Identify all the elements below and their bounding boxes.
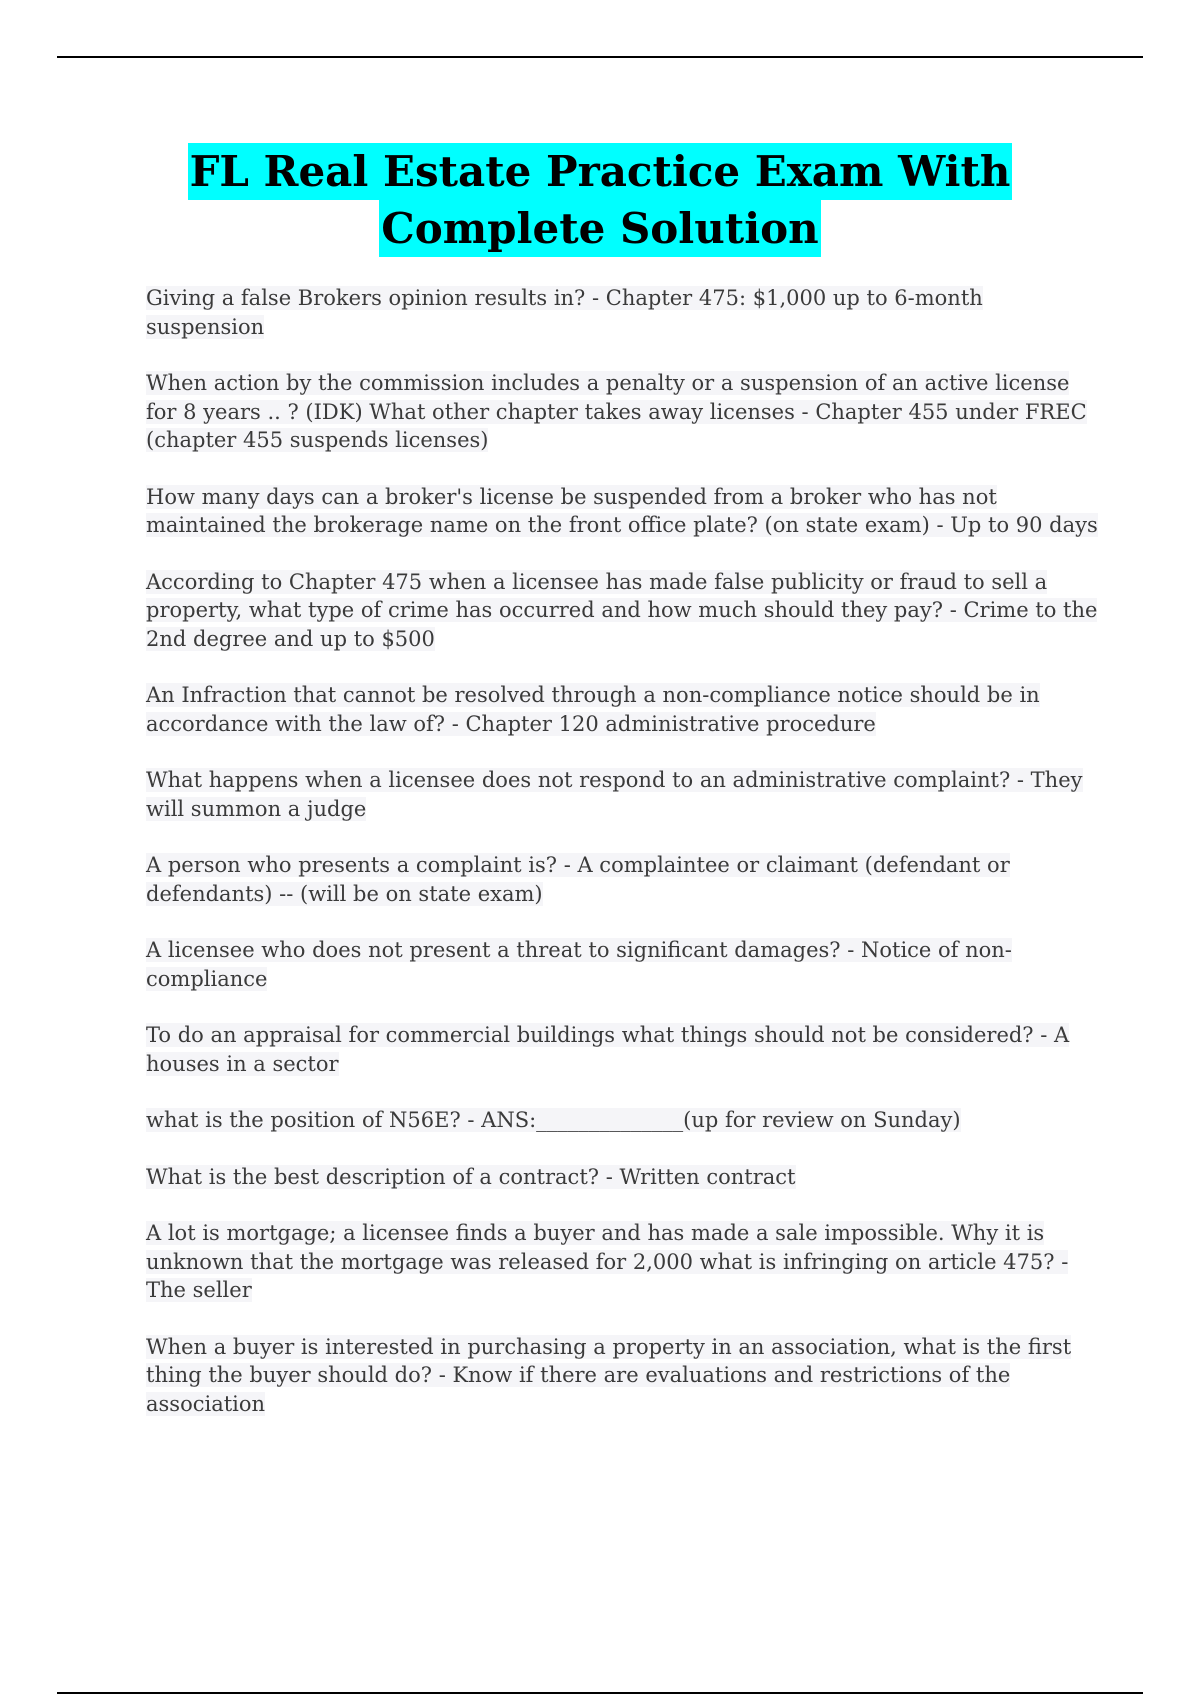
question-item: What is the best description of a contract? - Written contract — [146, 1164, 796, 1189]
question-item: According to Chapter 475 when a licensee has made false publicity or fraud to sell a property, what type of crime has occurred and how much should they pay? - Crime to the 2nd degree and up to $500 — [146, 569, 1098, 651]
top-divider — [57, 56, 1143, 58]
question-list — [146, 284, 1106, 1446]
question-item: An Infraction that cannot be resolved through a non-compliance notice should be in accordance with the law of? - Chapter 120 administrative procedure — [146, 683, 1040, 736]
question-item: To do an appraisal for commercial buildings what things should not be considered? - A houses in a sector — [146, 1023, 1070, 1076]
question-item: How many days can a broker's license be suspended from a broker who has not maintained the brokerage name on the front office plate? (on state exam) - Up to 90 days — [146, 484, 1098, 537]
page-title — [0, 143, 1200, 257]
question-item: Giving a false Brokers opinion results in? - Chapter 475: $1,000 up to 6-month suspension — [146, 286, 983, 339]
title-line-2: Complete Solution — [379, 200, 820, 257]
question-item: A lot is mortgage; a licensee finds a buyer and has made a sale impossible. Why it is unknown that the mortgage was released for 2,000 what is infringing on article 475? - The seller — [146, 1221, 1069, 1302]
question-item: A licensee who does not present a threat to significant damages? - Notice of non-compliance — [146, 938, 1012, 991]
question-item: When action by the commission includes a penalty or a suspension of an active license for 8 years .. ? (IDK) What other chapter takes away licenses - Chapter 455 under FREC (chapter 455 suspends licenses) — [146, 371, 1087, 452]
question-item: What happens when a licensee does not respond to an administrative complaint? - They will summon a judge — [146, 768, 1083, 821]
question-item: When a buyer is interested in purchasing a property in an association, what is the first thing the buyer should do? - Know if there are evaluations and restrictions of the association — [146, 1334, 1072, 1416]
question-item: A person who presents a complaint is? - A complaintee or claimant (defendant or defendants) -- (will be on state exam) — [146, 853, 1010, 906]
title-line-1: FL Real Estate Practice Exam With — [188, 143, 1013, 200]
question-item: what is the position of N56E? - ANS:______________(up for review on Sunday) — [146, 1108, 961, 1132]
bottom-divider — [57, 1692, 1143, 1694]
